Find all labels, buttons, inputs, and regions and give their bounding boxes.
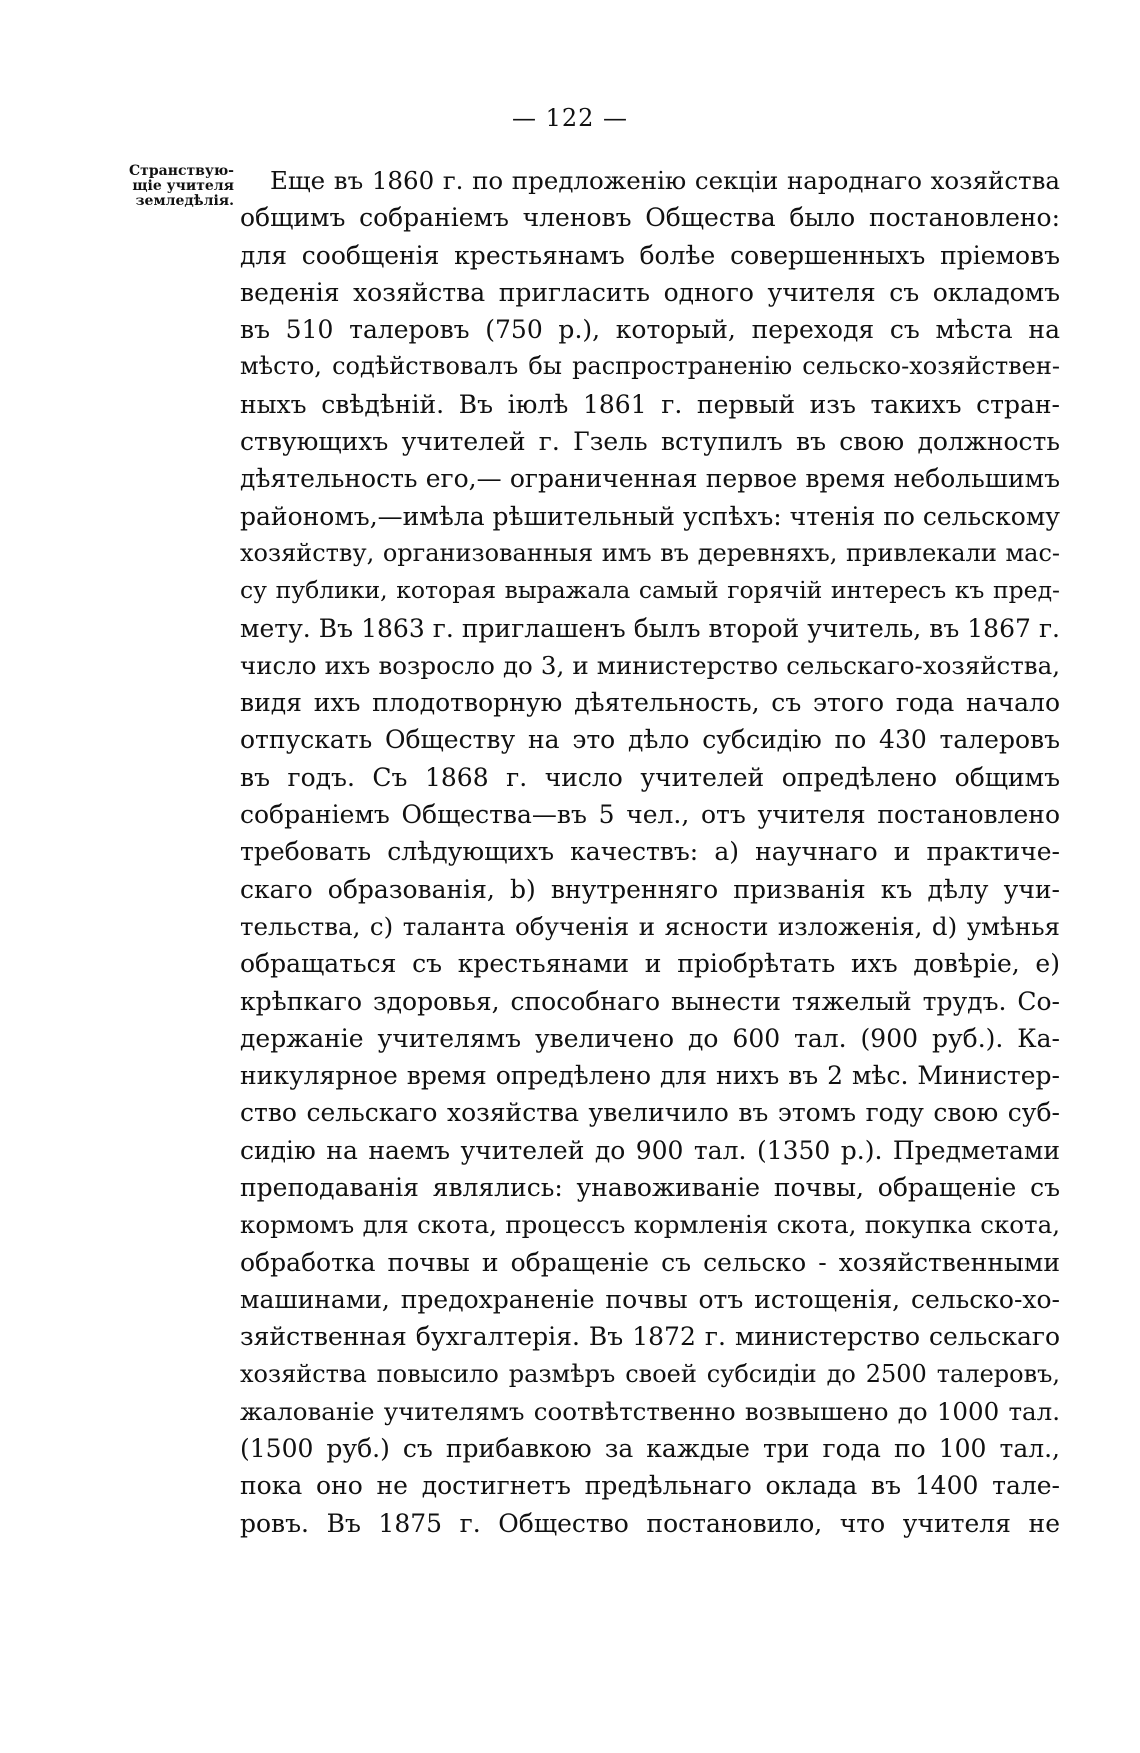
text-line: веденія хозяйства пригласить одного учителя съ окладомъ <box>240 277 1060 307</box>
text-line: сидію на наемъ учителей до 900 тал. (1350 р.). Предметами <box>240 1135 1060 1165</box>
text-line: видя ихъ плодотворную дѣятельность, съ этого года начало <box>240 688 1060 718</box>
text-line: мету. Въ 1863 г. приглашенъ былъ второй учитель, въ 1867 г. <box>240 613 1060 643</box>
text-line: обращаться съ крестьянами и пріобрѣтать ихъ довѣріе, e) <box>240 949 1060 979</box>
text-line: (1500 руб.) съ прибавкою за каждые три года по 100 тал., <box>240 1434 1060 1464</box>
text-line: зяйственная бухгалтерія. Въ 1872 г. министерство сельскаго <box>240 1322 1060 1352</box>
text-line: держаніе учителямъ увеличено до 600 тал. (900 руб.). Ка- <box>240 1023 1060 1053</box>
text-line: преподаванія являлись: унавоживаніе почвы, обращеніе съ <box>240 1173 1060 1203</box>
text-line: въ годъ. Съ 1868 г. число учителей опредѣлено общимъ <box>240 762 1060 792</box>
text-line: ствующихъ учителей г. Гзель вступилъ въ свою должность <box>240 427 1060 457</box>
text-line: ныхъ свѣдѣній. Въ іюлѣ 1861 г. первый изъ такихъ стран- <box>240 389 1060 419</box>
text-line: пока оно не достигнетъ предѣльнаго оклада въ 1400 тале- <box>240 1471 1060 1501</box>
margin-note-line: земледѣлія. <box>135 193 234 209</box>
text-line: ровъ. Въ 1875 г. Общество постановило, что учителя не <box>240 1508 1060 1538</box>
text-line: хозяйства повысило размѣръ своей субсидіи до 2500 талеровъ, <box>240 1359 1060 1388</box>
text-line: въ 510 талеровъ (750 р.), который, переходя съ мѣста на <box>240 315 1060 345</box>
page-number: — 122 — <box>511 104 629 132</box>
text-line: дѣятельность его,— ограниченная первое время небольшимъ <box>240 464 1060 494</box>
text-line: число ихъ возросло до 3, и министерство сельскаго-хозяйства, <box>240 650 1060 680</box>
body-paragraph <box>240 162 1060 1542</box>
text-line: отпускать Обществу на это дѣло субсидію по 430 талеровъ <box>240 725 1060 755</box>
text-line: никулярное время опредѣлено для нихъ въ 2 мѣс. Министер- <box>240 1061 1060 1091</box>
text-line: для сообщенія крестьянамъ болѣе совершенныхъ пріемовъ <box>240 240 1060 270</box>
text-line: хозяйству, организованныя имъ въ деревняхъ, привлекали мас- <box>240 538 1060 567</box>
text-line: общимъ собраніемъ членовъ Общества было постановлено: <box>240 203 1060 233</box>
text-line: мѣсто, содѣйствовалъ бы распространенію сельско-хозяйствен- <box>240 352 1060 381</box>
text-line: крѣпкаго здоровья, способнаго вынести тяжелый трудъ. Со- <box>240 986 1060 1016</box>
text-line: собраніемъ Общества—въ 5 чел., отъ учителя постановлено <box>240 800 1060 830</box>
text-line: су публики, которая выражала самый горячій интересъ къ пред- <box>240 576 1060 605</box>
text-line: ство сельскаго хозяйства увеличило въ этомъ году свою суб- <box>240 1098 1060 1128</box>
text-line: машинами, предохраненіе почвы отъ истощенія, сельско-хо- <box>240 1284 1060 1314</box>
text-line: скаго образованія, b) внутренняго призванія къ дѣлу учи- <box>240 874 1060 904</box>
text-line: Еще въ 1860 г. по предложенію секціи народнаго хозяйства <box>270 166 1060 195</box>
margin-note-line: Странствую- <box>129 163 234 179</box>
margin-note-line: щіе учителя <box>132 178 234 194</box>
text-line: обработка почвы и обращеніе съ сельско - хозяйственными <box>240 1247 1060 1277</box>
text-line: тельства, c) таланта обученія и ясности изложенія, d) умѣнья <box>240 911 1060 941</box>
text-line: жалованіе учителямъ соотвѣтственно возвышено до 1000 тал. <box>240 1396 1060 1426</box>
text-line: райономъ,—имѣла рѣшительный успѣхъ: чтенія по сельскому <box>240 501 1060 531</box>
margin-note <box>98 164 234 209</box>
text-line: требовать слѣдующихъ качествъ: a) научнаго и практиче- <box>240 837 1060 867</box>
text-line: кормомъ для скота, процессъ кормленія скота, покупка скота, <box>240 1210 1060 1240</box>
